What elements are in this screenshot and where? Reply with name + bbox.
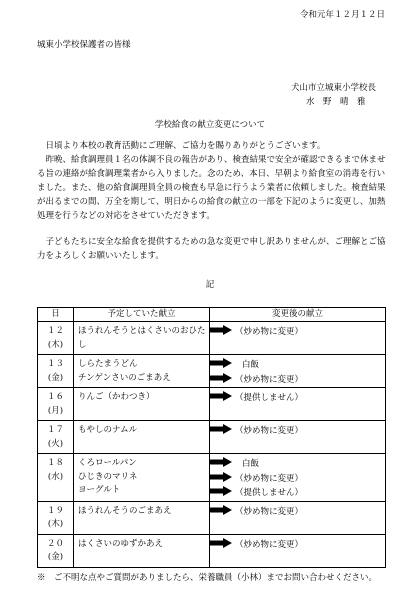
changed-item-text: 白飯: [242, 459, 260, 469]
arrow-right-icon: [210, 457, 232, 467]
changed-item-text: （炒め物に変更）: [235, 539, 304, 550]
planned-menu-cell: [74, 322, 210, 355]
planned-item: もやしのナムル: [78, 425, 138, 435]
table-row: [38, 388, 386, 421]
table-row: [38, 501, 386, 534]
weekday: (木): [47, 339, 64, 350]
header-day: 日: [38, 308, 74, 322]
table-header-row: [38, 308, 386, 322]
table-row: [38, 322, 386, 355]
day-cell: [38, 355, 74, 388]
arrow-right-icon: [210, 325, 232, 335]
planned-item: チンゲンさいのごまあえ: [78, 372, 171, 383]
addressee: 城東小学校保護者の皆様: [37, 40, 131, 50]
planned-menu-cell: [74, 421, 210, 454]
planned-menu-cell: [74, 501, 210, 534]
weekday: (火): [47, 438, 64, 449]
header-changed-menu: 変更後の献立: [210, 308, 386, 322]
changed-menu-cell: [210, 388, 386, 421]
weekday: (月): [47, 405, 64, 416]
day-cell: [38, 501, 74, 534]
changed-item: [214, 424, 383, 439]
changed-item: [214, 358, 383, 373]
changed-item: [214, 391, 383, 406]
changed-item-text: （提供しません）: [235, 393, 304, 403]
arrow-right-icon: [210, 538, 232, 548]
day-number: １８: [46, 458, 64, 468]
changed-menu-cell: [210, 501, 386, 534]
body-paragraph: 日頃より本校の教育活動にご理解、ご協力を賜りありがとうございます。: [45, 141, 326, 151]
header-planned-menu: 予定していた献立: [74, 308, 210, 322]
changed-item-text: （炒め物に変更）: [235, 374, 304, 385]
day-cell: [38, 421, 74, 454]
planned-menu-cell: [74, 454, 210, 502]
weekday: (金): [47, 552, 64, 562]
planned-item: はくさいのゆずかあえ: [78, 538, 164, 549]
menu-change-table: [37, 307, 386, 568]
planned-item: りんご（かわつき）: [78, 392, 155, 402]
arrow-right-icon: [210, 472, 232, 482]
changed-menu-cell: [210, 454, 386, 502]
changed-item: [214, 486, 383, 501]
day-cell: [38, 534, 74, 567]
body-paragraph: 子どもたちに安全な給食を提供するための急な変更で申し訳ありませんが、ご理解とご協力をよろしくお願いいたします。: [37, 237, 386, 261]
weekday: (木): [47, 519, 64, 529]
table-row: [38, 534, 386, 567]
table-row: [38, 421, 386, 454]
arrow-right-icon: [210, 358, 232, 368]
changed-menu-cell: [210, 421, 386, 454]
changed-item-text: （炒め物に変更）: [235, 506, 304, 517]
arrow-right-icon: [210, 391, 232, 401]
changed-item: [214, 457, 383, 472]
day-number: １７: [46, 425, 64, 435]
planned-menu-cell: [74, 355, 210, 388]
arrow-right-icon: [210, 424, 232, 434]
day-cell: [38, 322, 74, 355]
day-cell: [38, 454, 74, 502]
day-cell: [38, 388, 74, 421]
table-row: [38, 454, 386, 502]
day-number: ２０: [46, 538, 64, 549]
body-paragraph: 昨晩、給食調理員１名の体調不良の報告があり、検査結果で安全が確認できるまで休ませる旨の連絡が給食調理業者から入りました。念のため、本日、早朝より給食室の消毒を行いました。また、他の給食調理員全員の検査も早急に行うよう業者に依頼しました。検査結果が出るまでの間、万全を期して、明日からの給食の献立の一部を下記のように変更し、加熱処理を行うなどの対応をさせていただきます。: [37, 155, 386, 221]
arrow-right-icon: [210, 505, 232, 515]
planned-item: ほうれんそうのごまあえ: [78, 505, 172, 516]
contact-note: ※ ご不明な点やご質問がありましたら、栄養職員（小林）までお問い合わせください。: [37, 573, 378, 583]
planned-item: くろロールパン: [78, 458, 137, 468]
day-number: １２: [46, 326, 64, 336]
changed-menu-cell: [210, 355, 386, 388]
changed-item: [214, 505, 383, 520]
sender-organization: 犬山市立城東小学校長: [291, 83, 377, 93]
changed-item-text: （炒め物に変更）: [235, 426, 304, 436]
planned-item: ひじきのマリネ: [78, 471, 138, 482]
planned-item: ほうれんそうとはくさいのおひたし: [78, 326, 206, 350]
weekday: (水): [47, 471, 64, 482]
issue-date: 令和元年１２月１２日: [299, 10, 385, 20]
planned-menu-cell: [74, 534, 210, 567]
changed-item: [214, 373, 383, 388]
weekday: (金): [47, 372, 64, 383]
changed-menu-cell: [210, 534, 386, 567]
document-body: [37, 139, 386, 263]
day-number: １９: [46, 505, 64, 516]
changed-menu-cell: [210, 322, 386, 355]
changed-item-text: （炒め物に変更）: [235, 327, 304, 337]
changed-item: [214, 472, 383, 487]
planned-menu-cell: [74, 388, 210, 421]
document-title: 学校給食の献立変更について: [154, 120, 266, 130]
planned-item: しらたまうどん: [78, 359, 138, 369]
arrow-right-icon: [210, 486, 232, 496]
arrow-right-icon: [210, 373, 232, 383]
changed-item: [214, 538, 383, 553]
planned-item: ヨーグルト: [78, 485, 121, 495]
ki-heading: 記: [205, 280, 215, 290]
changed-item-text: （提供しません）: [235, 488, 304, 498]
changed-item: [214, 325, 383, 340]
day-number: １３: [46, 359, 64, 369]
table-row: [38, 355, 386, 388]
sender-name: 水 野 晴 雅: [306, 97, 366, 107]
day-number: １６: [46, 392, 64, 402]
changed-item-text: 白飯: [242, 360, 260, 370]
changed-item-text: （炒め物に変更）: [235, 473, 304, 484]
